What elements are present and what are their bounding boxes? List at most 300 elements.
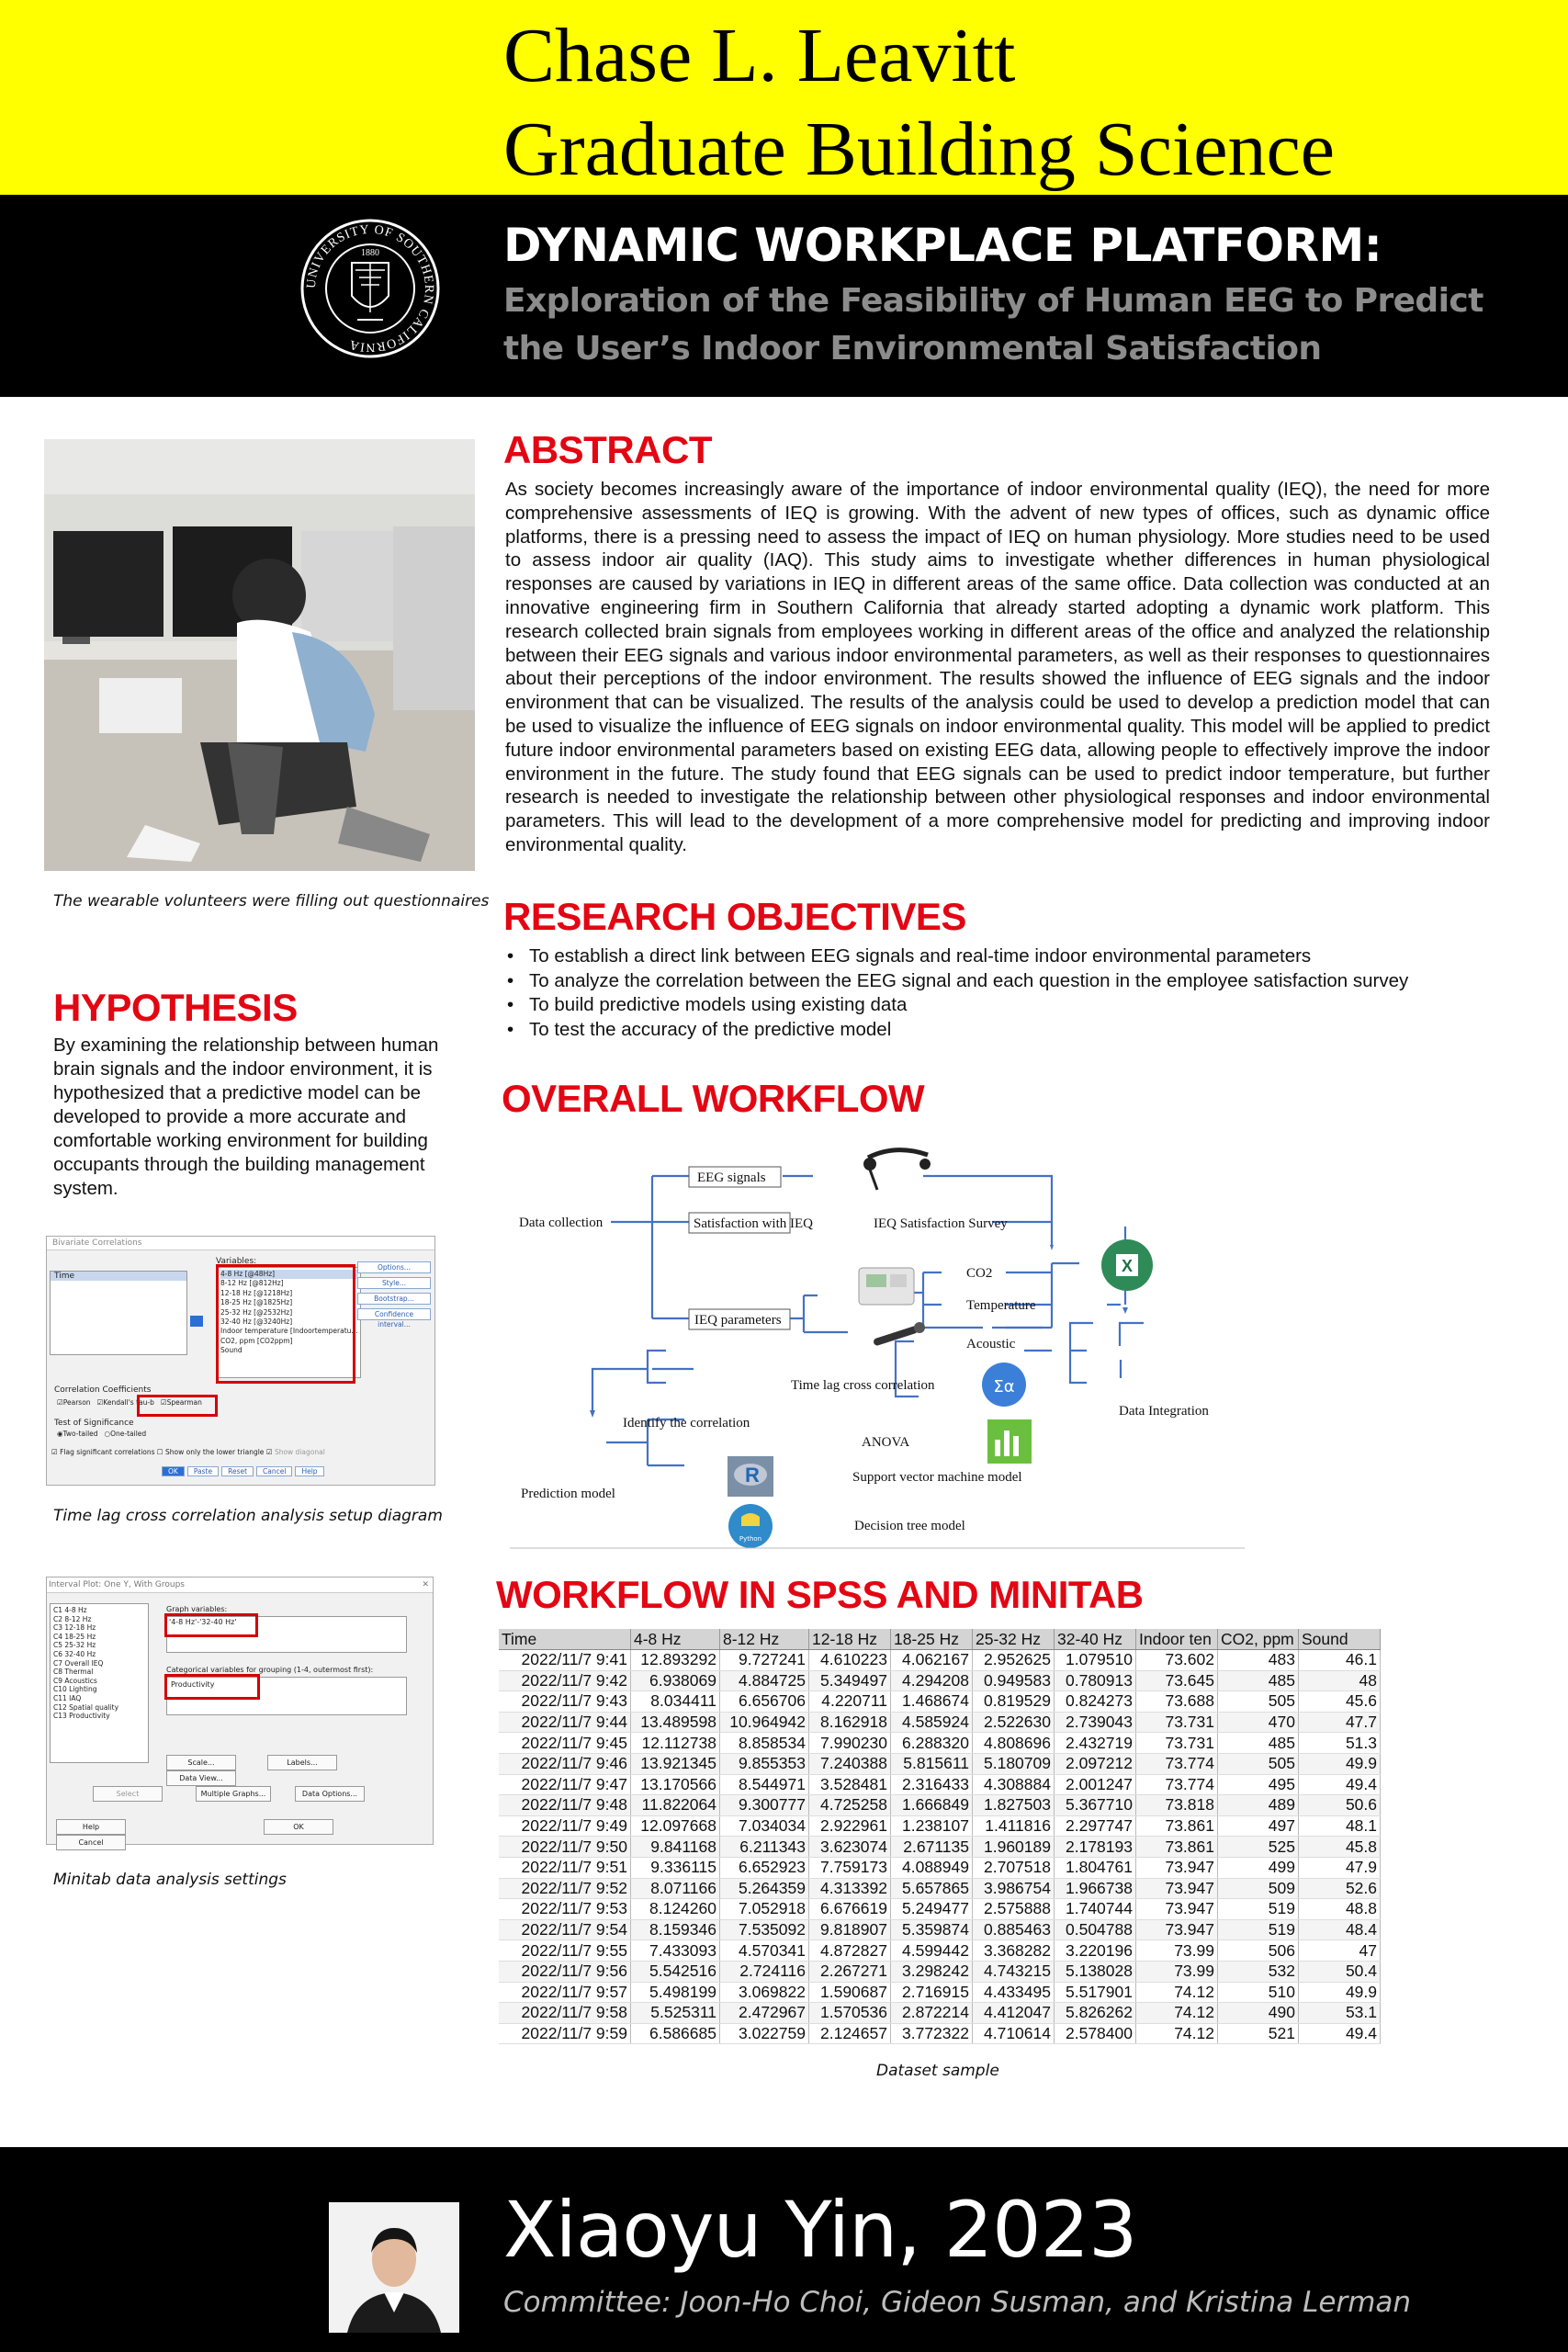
table-cell: 11.822064 [631, 1795, 720, 1816]
table-cell: 50.4 [1299, 1961, 1381, 1982]
table-cell: 1.666849 [891, 1795, 973, 1816]
table-cell: 73.688 [1136, 1691, 1218, 1713]
table-cell: 8.034411 [631, 1691, 720, 1713]
table-cell: 12.893292 [631, 1650, 720, 1671]
table-cell: 2.297747 [1055, 1815, 1136, 1837]
table-cell: 4.725258 [809, 1795, 891, 1816]
spss-side-button: Bootstrap... [357, 1293, 431, 1305]
table-cell: 8.071166 [631, 1878, 720, 1899]
table-cell: 2.922961 [809, 1815, 891, 1837]
presenter-name: Chase L. Leavitt [503, 13, 1016, 98]
table-row [499, 1961, 1381, 1982]
minitab-chart-icon [987, 1419, 1032, 1464]
table-cell: 2.724116 [720, 1961, 809, 1982]
table-cell: 1.804761 [1055, 1857, 1136, 1878]
table-cell: 1.960189 [973, 1837, 1055, 1858]
minitab-column-item: C11 IAQ [53, 1693, 82, 1702]
table-cell: 3.298242 [891, 1961, 973, 1982]
table-cell: 2022/11/7 9:59 [499, 2023, 631, 2044]
table-cell: 47 [1299, 1940, 1381, 1962]
table-cell: 8.162918 [809, 1712, 891, 1733]
table-cell: 2.952625 [973, 1650, 1055, 1671]
table-cell: 5.815611 [891, 1753, 973, 1774]
spss-side-button: Style... [357, 1277, 431, 1289]
spss-bottom-button: Paste [187, 1466, 219, 1476]
table-row [499, 1815, 1381, 1837]
table-cell: 2.267271 [809, 1961, 891, 1982]
table-cell: 2.178193 [1055, 1837, 1136, 1858]
r-language-icon [728, 1456, 773, 1497]
table-row [499, 1753, 1381, 1774]
spss-side-buttons [357, 1261, 431, 1329]
statistics-sigma-icon [982, 1363, 1026, 1407]
minitab-column-item: C8 Thermal [53, 1668, 94, 1677]
photo-caption: The wearable volunteers were filling out questionnaires [53, 892, 490, 910]
author-name: Xiaoyu Yin, 2023 [503, 2185, 1137, 2275]
table-row [499, 1837, 1381, 1858]
table-cell: 470 [1218, 1712, 1299, 1733]
table-cell: 73.602 [1136, 1650, 1218, 1671]
table-cell: 4.884725 [720, 1670, 809, 1691]
minitab-graph-vars-value: '4-8 Hz'-'32-40 Hz' [169, 1618, 237, 1626]
spss-variable-item: 4-8 Hz [@48Hz] [220, 1270, 358, 1279]
minitab-button: Labels... [267, 1755, 337, 1770]
table-cell: 3.528481 [809, 1774, 891, 1795]
table-cell: 2.707518 [973, 1857, 1055, 1878]
table-cell: 48.1 [1299, 1815, 1381, 1837]
table-cell: 5.180709 [973, 1753, 1055, 1774]
minitab-column-item: C4 18-25 Hz [53, 1632, 96, 1641]
table-row [499, 1774, 1381, 1795]
spearman-highlight-box [137, 1395, 218, 1417]
spss-dialog-screenshot [46, 1236, 435, 1486]
spss-side-button: Confidence interval... [357, 1308, 431, 1320]
table-header-cell: Indoor ten [1136, 1629, 1218, 1650]
table-cell: 2.316433 [891, 1774, 973, 1795]
table-cell: 519 [1218, 1899, 1299, 1920]
table-cell: 532 [1218, 1961, 1299, 1982]
table-row [499, 1940, 1381, 1962]
spss-coeff-option: Pearson [62, 1398, 91, 1407]
spss-diag-label: Show diagonal [274, 1448, 325, 1456]
table-cell: 2022/11/7 9:48 [499, 1795, 631, 1816]
table-cell: 13.170566 [631, 1774, 720, 1795]
minitab-column-item: C5 25-32 Hz [53, 1641, 96, 1650]
table-cell: 4.610223 [809, 1650, 891, 1671]
spss-variable-item: 8-12 Hz [@812Hz] [220, 1279, 284, 1288]
table-cell: 8.544971 [720, 1774, 809, 1795]
checkbox-icon: ☑ [265, 1448, 273, 1456]
dataset-table [499, 1629, 1381, 2044]
table-cell: 73.731 [1136, 1733, 1218, 1754]
table-row [499, 2003, 1381, 2024]
minitab-button: Help [56, 1819, 126, 1835]
table-cell: 2022/11/7 9:58 [499, 2003, 631, 2024]
wf-prediction: Prediction model [521, 1487, 615, 1501]
minitab-column-item: C2 8-12 Hz [53, 1614, 92, 1623]
table-cell: 9.818907 [809, 1919, 891, 1940]
table-cell: 13.489598 [631, 1712, 720, 1733]
table-cell: 2022/11/7 9:47 [499, 1774, 631, 1795]
objectives-list [503, 944, 1408, 1042]
spss-sig-options [54, 1430, 150, 1438]
minitab-button: Data View... [166, 1770, 236, 1786]
minitab-caption: Minitab data analysis settings [53, 1871, 287, 1889]
spss-bottom-button: OK [162, 1466, 185, 1476]
table-cell: 2.124657 [809, 2023, 891, 2044]
wf-acoustic: Acoustic [966, 1337, 1016, 1351]
spss-side-button: Options... [357, 1261, 431, 1273]
table-cell: 73.774 [1136, 1774, 1218, 1795]
spss-variable-item: 32-40 Hz [@3240Hz] [220, 1317, 293, 1327]
table-cell: 1.740744 [1055, 1899, 1136, 1920]
table-cell: 5.138028 [1055, 1961, 1136, 1982]
table-cell: 4.570341 [720, 1940, 809, 1962]
graph-vars-highlight-box [164, 1613, 258, 1637]
author-portrait-illustration [329, 2202, 459, 2333]
excel-icon [1101, 1239, 1153, 1291]
minitab-dialog-screenshot [46, 1577, 434, 1845]
table-cell: 10.964942 [720, 1712, 809, 1733]
table-row [499, 1733, 1381, 1754]
table-cell: 73.947 [1136, 1857, 1218, 1878]
table-cell: 4.308884 [973, 1774, 1055, 1795]
highlight-box [216, 1264, 355, 1384]
objective-item: • To test the accuracy of the predictive model [503, 1018, 1408, 1043]
minitab-group-label: Categorical variables for grouping (1-4, outermost first): [166, 1666, 374, 1674]
table-row [499, 1878, 1381, 1899]
table-cell: 12.112738 [631, 1733, 720, 1754]
table-cell: 506 [1218, 1940, 1299, 1962]
table-cell: 2022/11/7 9:45 [499, 1733, 631, 1754]
table-row [499, 1712, 1381, 1733]
table-cell: 74.12 [1136, 2003, 1218, 2024]
minitab-button: OK [264, 1819, 333, 1835]
table-cell: 6.586685 [631, 2023, 720, 2044]
table-cell: 2022/11/7 9:41 [499, 1650, 631, 1671]
poster-title: DYNAMIC WORKPLACE PLATFORM: [503, 219, 1382, 272]
table-header-cell: Time [499, 1629, 631, 1650]
minitab-column-item: C12 Spatial quality [53, 1702, 119, 1712]
table-cell: 1.570536 [809, 2003, 891, 2024]
spss-variable-item: Indoor temperature [Indoortemperatu... [220, 1327, 358, 1336]
table-cell: 49.9 [1299, 1753, 1381, 1774]
minitab-buttons-row2 [56, 1786, 423, 1802]
table-cell: 46.1 [1299, 1650, 1381, 1671]
table-cell: 495 [1218, 1774, 1299, 1795]
table-header-cell: 32-40 Hz [1055, 1629, 1136, 1650]
minitab-button: Multiple Graphs... [196, 1786, 271, 1802]
table-cell: 483 [1218, 1650, 1299, 1671]
table-cell: 53.1 [1299, 2003, 1381, 2024]
spss-coeff-label: Correlation Coefficients [54, 1385, 152, 1395]
table-cell: 74.12 [1136, 1982, 1218, 2003]
wf-ieq-parameters: IEQ parameters [694, 1313, 782, 1328]
table-cell: 2.575888 [973, 1899, 1055, 1920]
spss-bottom-button: Help [295, 1466, 323, 1476]
table-cell: 73.774 [1136, 1753, 1218, 1774]
table-cell: 4.585924 [891, 1712, 973, 1733]
volunteer-photo [44, 439, 475, 871]
table-cell: 2.671135 [891, 1837, 973, 1858]
dataset-caption: Dataset sample [876, 2062, 999, 2080]
table-cell: 73.818 [1136, 1795, 1218, 1816]
minitab-column-item: C13 Productivity [53, 1712, 110, 1721]
hypothesis-text: By examining the relationship between human brain signals and the indoor environment, it is hypothesized that a predictive model can be developed to provide a more accurate and comfortable working environment for building occupants through the building management system. [53, 1035, 439, 1199]
table-cell: 2022/11/7 9:42 [499, 1670, 631, 1691]
table-row [499, 1899, 1381, 1920]
move-arrow-icon [190, 1316, 203, 1327]
table-cell: 0.819529 [973, 1691, 1055, 1713]
table-cell: 0.885463 [973, 1919, 1055, 1940]
table-cell: 4.808696 [973, 1733, 1055, 1754]
minitab-buttons-row1 [166, 1755, 433, 1786]
table-cell: 73.731 [1136, 1712, 1218, 1733]
checkbox-icon: ☐ [156, 1448, 164, 1456]
wf-survey: IEQ Satisfaction Survey [874, 1216, 1008, 1231]
table-cell: 2022/11/7 9:44 [499, 1712, 631, 1733]
table-cell: 48.8 [1299, 1899, 1381, 1920]
table-cell: 7.990230 [809, 1733, 891, 1754]
table-cell: 3.022759 [720, 2023, 809, 2044]
table-cell: 50.6 [1299, 1795, 1381, 1816]
objective-item: • To establish a direct link between EEG signals and real-time indoor environmental parameters [503, 944, 1408, 969]
table-cell: 2022/11/7 9:54 [499, 1919, 631, 1940]
table-cell: 489 [1218, 1795, 1299, 1816]
table-cell: 4.294208 [891, 1670, 973, 1691]
table-cell: 4.710614 [973, 2023, 1055, 2044]
table-cell: 2.522630 [973, 1712, 1055, 1733]
table-cell: 7.240388 [809, 1753, 891, 1774]
seal-text: UNIVERSITY OF SOUTHERN CALIFORNIA [304, 222, 436, 355]
table-cell: 4.220711 [809, 1691, 891, 1713]
table-cell: 1.411816 [973, 1815, 1055, 1837]
table-cell: 0.780913 [1055, 1670, 1136, 1691]
wf-svm: Support vector machine model [852, 1470, 1022, 1485]
table-cell: 485 [1218, 1670, 1299, 1691]
table-cell: 1.238107 [891, 1815, 973, 1837]
committee-members: Committee: Joon-Ho Choi, Gideon Susman, and Kristina Lerman [503, 2286, 1412, 2319]
table-cell: 2022/11/7 9:50 [499, 1837, 631, 1858]
table-cell: 7.034034 [720, 1815, 809, 1837]
spss-flag-row [51, 1448, 325, 1456]
table-cell: 73.861 [1136, 1837, 1218, 1858]
table-cell: 7.052918 [720, 1899, 809, 1920]
table-cell: 4.872827 [809, 1940, 891, 1962]
spss-bottom-button: Reset [221, 1466, 254, 1476]
table-cell: 1.468674 [891, 1691, 973, 1713]
spss-coeff-option: Spearman [166, 1398, 202, 1407]
r-icon-letter: R [745, 1464, 760, 1487]
table-cell: 9.300777 [720, 1795, 809, 1816]
wf-satisfaction: Satisfaction with IEQ [694, 1216, 813, 1231]
checkbox-icon: ☑ [57, 1398, 63, 1407]
spss-variables-label: Variables: [216, 1257, 257, 1266]
table-cell: 490 [1218, 2003, 1299, 2024]
table-cell: 1.966738 [1055, 1878, 1136, 1899]
table-row [499, 2023, 1381, 2044]
table-cell: 499 [1218, 1857, 1299, 1878]
abstract-heading: ABSTRACT [503, 428, 712, 471]
minitab-column-item: C7 Overall IEQ [53, 1658, 104, 1668]
table-cell: 5.542516 [631, 1961, 720, 1982]
table-cell: 5.517901 [1055, 1982, 1136, 2003]
table-cell: 6.211343 [720, 1837, 809, 1858]
table-cell: 48 [1299, 1670, 1381, 1691]
table-cell: 4.599442 [891, 1940, 973, 1962]
table-header-cell: 25-32 Hz [973, 1629, 1055, 1650]
table-cell: 485 [1218, 1733, 1299, 1754]
table-header-cell: Sound [1299, 1629, 1381, 1650]
table-cell: 49.4 [1299, 1774, 1381, 1795]
table-cell: 2.872214 [891, 2003, 973, 2024]
table-cell: 48.4 [1299, 1919, 1381, 1940]
table-cell: 6.676619 [809, 1899, 891, 1920]
microphone-icon [873, 1322, 925, 1347]
table-cell: 47.9 [1299, 1857, 1381, 1878]
minitab-column-item: C1 4-8 Hz [53, 1606, 87, 1614]
abstract-text: As society becomes increasingly aware of the importance of indoor environmental quality (IEQ), the need for more comprehensive assessments of IEQ is growing. With the advent of new types of offices, such as dynamic office platforms, there is a pressing need to assess the impact of IEQ on human physiology. More studies need to be used to assess indoor air quality (IAQ). This study aims to investigate whether differences in human physiological responses are caused by variations in IEQ in different areas of the same office. Data collection was conducted at an innovative engineering firm in Southern California that already started adopting a dynamic work platform. This research collected brain signals from employees working in different areas of the office and analyzed the relationship between their EEG signals and various indoor environmental parameters, as well as their responses to questionnaires about their perceptions of the indoor environment. The results showed the influence of EEG signals and the indoor environment that can be visualized. The results of the analysis could be used to develop a prediction model that can be used to visualize the influence of EEG signals on indoor environmental quality. This model will be applied to predict future indoor environmental parameters based on existing EEG data, allowing people to effectively improve the indoor environment in the future. The study found that EEG signals can be used to predict indoor temperature, but further research is needed to investigate the relationship between other physiological responses and indoor environmental parameters. This will lead to the development of a more comprehensive model for predicting and improving indoor environmental quality. [505, 479, 1490, 855]
table-cell: 7.759173 [809, 1857, 891, 1878]
table-cell: 497 [1218, 1815, 1299, 1837]
python-icon-label: Python [739, 1535, 762, 1543]
table-cell: 3.623074 [809, 1837, 891, 1858]
objective-item: • To build predictive models using existing data [503, 993, 1408, 1018]
table-cell: 8.858534 [720, 1733, 809, 1754]
spss-source-list [50, 1271, 187, 1355]
table-row [499, 1670, 1381, 1691]
table-body [499, 1650, 1381, 2044]
table-cell: 525 [1218, 1837, 1299, 1858]
checkbox-icon: ☑ [160, 1398, 167, 1407]
checkbox-icon: ☑ [51, 1448, 58, 1456]
workflow-diagram [510, 1144, 1249, 1553]
table-cell: 519 [1218, 1919, 1299, 1940]
table-cell: 0.949583 [973, 1670, 1055, 1691]
table-cell: 4.412047 [973, 2003, 1055, 2024]
minitab-graph-vars-label: Graph variables: [166, 1605, 228, 1613]
table-cell: 49.9 [1299, 1982, 1381, 2003]
table-cell: 510 [1218, 1982, 1299, 2003]
department-name: Graduate Building Science [503, 107, 1336, 192]
spss-sig-option: One-tailed [110, 1430, 147, 1438]
table-header-cell: 18-25 Hz [891, 1629, 973, 1650]
checkbox-icon: ☑ [96, 1398, 104, 1407]
table-cell: 3.069822 [720, 1982, 809, 2003]
table-cell: 3.220196 [1055, 1940, 1136, 1962]
table-row [499, 1795, 1381, 1816]
wf-eeg-signals: EEG signals [697, 1170, 766, 1185]
python-icon [728, 1504, 773, 1548]
table-cell: 73.947 [1136, 1919, 1218, 1940]
table-cell: 73.861 [1136, 1815, 1218, 1837]
table-cell: 73.645 [1136, 1670, 1218, 1691]
table-cell: 73.99 [1136, 1940, 1218, 1962]
table-cell: 8.159346 [631, 1919, 720, 1940]
spss-sig-label: Test of Significance [54, 1419, 134, 1428]
minitab-button: Data Options... [295, 1786, 365, 1802]
wf-temperature: Temperature [966, 1298, 1036, 1313]
table-cell: 4.433495 [973, 1982, 1055, 2003]
spss-bottom-button: Cancel [256, 1466, 292, 1476]
minitab-button: Scale... [166, 1755, 236, 1770]
table-cell: 3.368282 [973, 1940, 1055, 1962]
spss-dialog-title: Bivariate Correlations [47, 1237, 434, 1250]
table-cell: 2.578400 [1055, 2023, 1136, 2044]
group-highlight-box [164, 1674, 260, 1700]
spss-coeff-option: Kendall's tau-b [103, 1398, 154, 1407]
table-cell: 5.826262 [1055, 2003, 1136, 2024]
table-cell: 5.525311 [631, 2003, 720, 2024]
table-cell: 0.824273 [1055, 1691, 1136, 1713]
table-cell: 1.827503 [973, 1795, 1055, 1816]
spss-variable-item: 12-18 Hz [@1218Hz] [220, 1288, 293, 1297]
table-cell: 7.433093 [631, 1940, 720, 1962]
minitab-title-text: Interval Plot: One Y, With Groups [49, 1580, 185, 1589]
table-cell: 2022/11/7 9:53 [499, 1899, 631, 1920]
table-cell: 73.947 [1136, 1899, 1218, 1920]
table-cell: 2.472967 [720, 2003, 809, 2024]
table-cell: 1.079510 [1055, 1650, 1136, 1671]
table-row [499, 1857, 1381, 1878]
spss-lower-label: Show only the lower triangle [165, 1448, 265, 1456]
table-cell: 6.288320 [891, 1733, 973, 1754]
wf-tree: Decision tree model [854, 1519, 965, 1533]
table-cell: 509 [1218, 1878, 1299, 1899]
table-cell: 2022/11/7 9:49 [499, 1815, 631, 1837]
table-cell: 51.3 [1299, 1733, 1381, 1754]
table-cell: 1.590687 [809, 1982, 891, 2003]
minitab-group-value: Productivity [171, 1680, 215, 1689]
table-cell: 5.359874 [891, 1919, 973, 1940]
table-cell: 45.8 [1299, 1837, 1381, 1858]
table-cell: 4.743215 [973, 1961, 1055, 1982]
table-cell: 2022/11/7 9:51 [499, 1857, 631, 1878]
hypothesis-heading: HYPOTHESIS [53, 986, 298, 1029]
table-cell: 521 [1218, 2023, 1299, 2044]
table-header-cell: 12-18 Hz [809, 1629, 891, 1650]
usc-seal-logo [299, 217, 442, 360]
table-cell: 3.986754 [973, 1878, 1055, 1899]
table-cell: 2022/11/7 9:43 [499, 1691, 631, 1713]
table-cell: 8.124260 [631, 1899, 720, 1920]
wf-integration: Data Integration [1119, 1404, 1209, 1419]
table-cell: 9.841168 [631, 1837, 720, 1858]
wf-anova: ANOVA [862, 1435, 910, 1450]
minitab-button: Cancel [56, 1835, 126, 1850]
office-photo-illustration [44, 439, 475, 871]
minitab-buttons-row3 [56, 1819, 433, 1850]
table-cell: 47.7 [1299, 1712, 1381, 1733]
table-cell: 5.349497 [809, 1670, 891, 1691]
table-cell: 73.947 [1136, 1878, 1218, 1899]
table-cell: 6.652923 [720, 1857, 809, 1878]
minitab-column-list [50, 1603, 149, 1763]
table-cell: 9.855353 [720, 1753, 809, 1774]
author-portrait [329, 2202, 459, 2333]
table-cell: 73.99 [1136, 1961, 1218, 1982]
table-cell: 505 [1218, 1691, 1299, 1713]
table-cell: 4.313392 [809, 1878, 891, 1899]
table-cell: 0.504788 [1055, 1919, 1136, 1940]
spss-variable-item: CO2, ppm [CO2ppm] [220, 1336, 293, 1345]
table-cell: 2.432719 [1055, 1733, 1136, 1754]
spss-sig-option: Two-tailed [62, 1430, 98, 1438]
sigma-icon-text: Σα [993, 1377, 1015, 1396]
minitab-column-item: C6 32-40 Hz [53, 1649, 96, 1658]
spss-source-item: Time [51, 1272, 186, 1281]
close-icon: ✕ [422, 1580, 429, 1589]
